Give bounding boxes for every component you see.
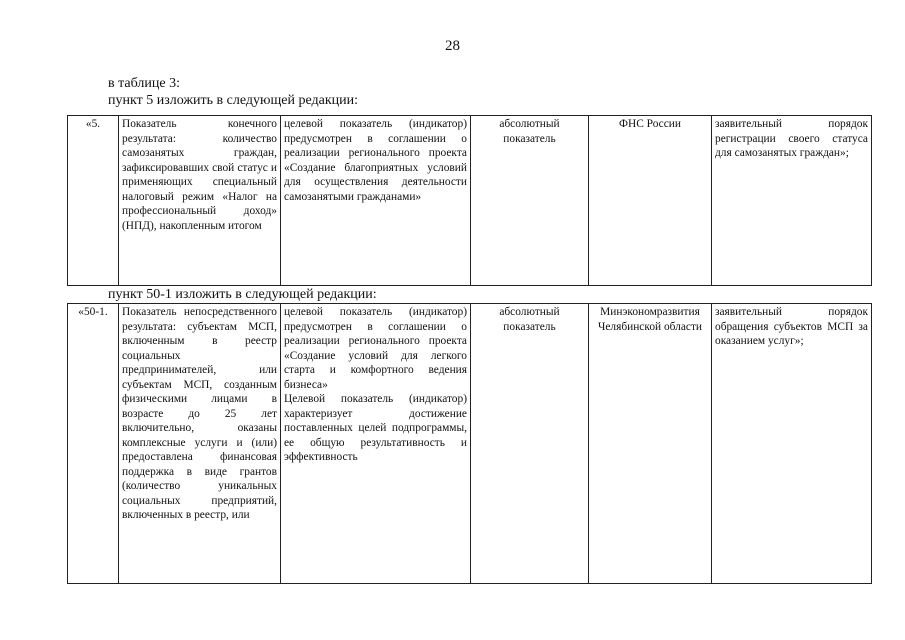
cell-basis	[281, 304, 471, 584]
cell-number: «50-1.	[68, 304, 119, 584]
cell-indicator-type: абсолютный показатель	[471, 116, 589, 286]
cell-basis-paragraph-2: Целевой показатель (индикатор) характеризует достижение поставленных целей подпрограммы, ее общую результативность и эффективность	[284, 393, 467, 463]
table-row	[68, 304, 872, 584]
table-item-50-1	[67, 303, 872, 584]
cell-indicator: Показатель непосредственного результата: субъектам МСП, включенным в реестр социальных предпринимателей, или субъектам МСП, созданным физическими лицами в возрасте до 25 лет включительно, оказаны комплексные услуги и (или) предоставлена финансовая поддержка в виде грантов (количество уникальных социальных предприятий, включенных в реестр, или	[119, 304, 281, 584]
cell-data-source: ФНС России	[589, 116, 712, 286]
cell-indicator-type: абсолютный показатель	[471, 304, 589, 584]
cell-method: заявительный порядок регистрации своего статуса для самозанятых граждан»;	[712, 116, 872, 286]
table-item-5	[67, 115, 872, 286]
page-number: 28	[445, 38, 460, 54]
cell-indicator: Показатель конечного результата: количество самозанятых граждан, зафиксировавших свой статус и применяющих специальный налоговый режим «Налог на профессиональный доход» (НПД), накопленным итогом	[119, 116, 281, 286]
cell-method: заявительный порядок обращения субъектов МСП за оказанием услуг»;	[712, 304, 872, 584]
cell-number: «5.	[68, 116, 119, 286]
intro-line-item-5: пункт 5 изложить в следующей редакции:	[108, 93, 358, 108]
intro-line-item-50-1: пункт 50-1 изложить в следующей редакции:	[108, 287, 377, 302]
cell-data-source: Минэкономразвития Челябинской области	[589, 304, 712, 584]
intro-line-table-3: в таблице 3:	[108, 76, 180, 91]
cell-basis: целевой показатель (индикатор) предусмотрен в соглашении о реализации регионального проекта «Создание благоприятных условий для осуществления деятельности самозанятыми гражданами»	[281, 116, 471, 286]
table-row	[68, 116, 872, 286]
cell-basis-paragraph-1: целевой показатель (индикатор) предусмотрен в соглашении о реализации регионального проекта «Создание условий для легкого старта и комфортного ведения бизнеса»	[284, 306, 467, 391]
